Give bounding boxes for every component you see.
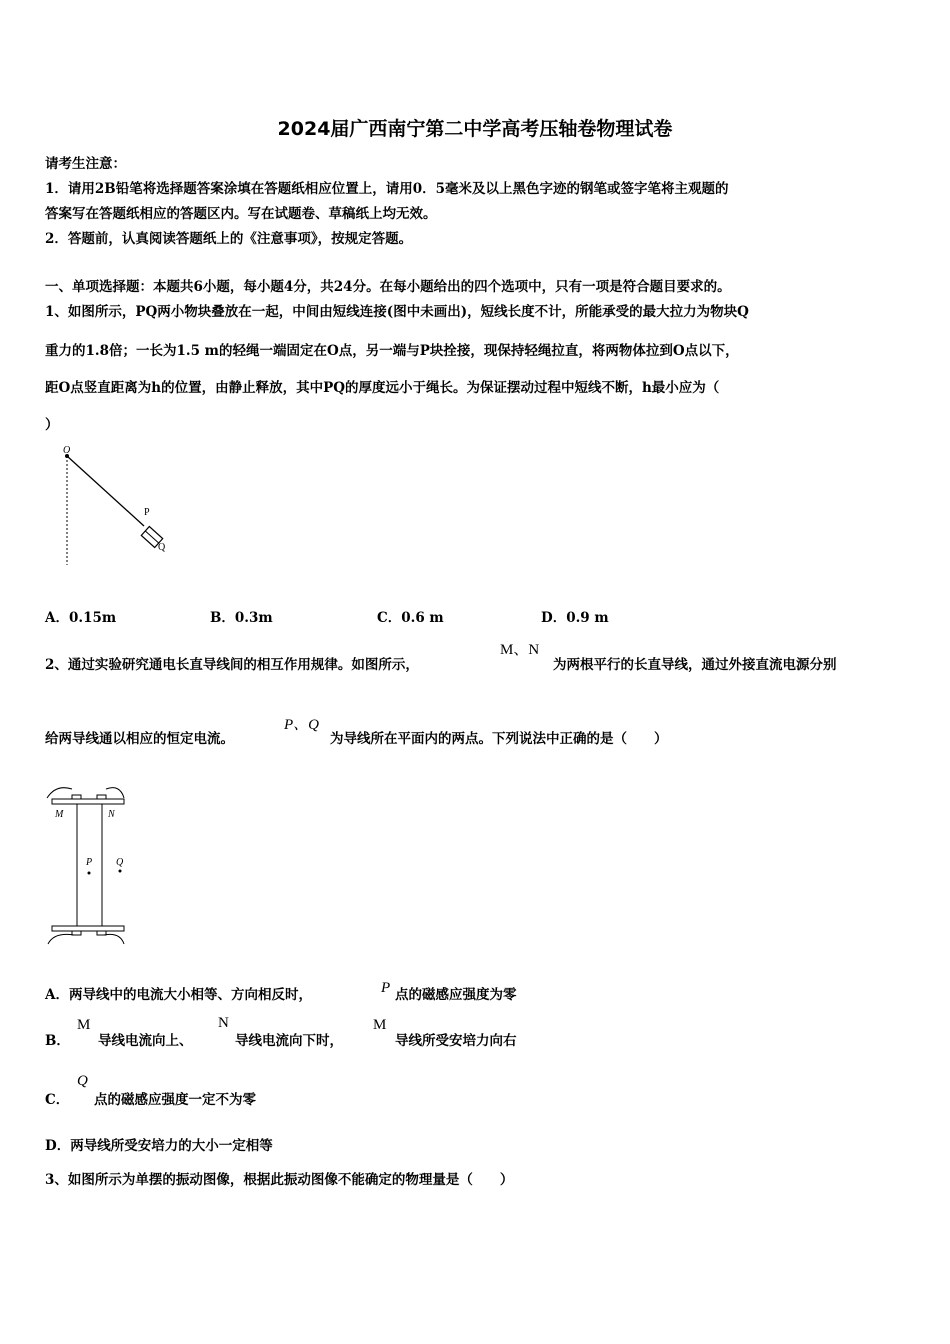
q2-option-a-post[interactable]: 点的磁感应强度为零 (395, 987, 517, 1003)
page-title: 2024届广西南宁第二中学高考压轴卷物理试卷 (277, 118, 673, 140)
q2-line-1-post: 为两根平行的长直导线，通过外接直流电源分别 (553, 657, 837, 673)
q1-line-4: ） (45, 417, 59, 433)
q2-option-b-label[interactable]: B． (45, 1033, 70, 1049)
q2-option-a-math: P (381, 980, 391, 996)
q1-option-c[interactable]: C．0.6 m (377, 610, 444, 626)
q1-option-a[interactable]: A．0.15m (45, 610, 117, 626)
q2-line-1-pre: 2、通过实验研究通电长直导线间的相互作用规律。如图所示， (45, 657, 419, 673)
point-p (88, 872, 91, 875)
q2-option-c-label[interactable]: C． (45, 1092, 70, 1108)
top-clamp-n (97, 795, 106, 799)
section-heading: 一、单项选择题：本题共6小题，每小题4分，共24分。在每小题给出的四个选项中，只有一项是符合题目要求的。 (45, 279, 731, 295)
label-q: Q (158, 542, 166, 553)
label-q: Q (116, 857, 124, 868)
label-n: N (108, 809, 115, 820)
label-m: M (55, 809, 64, 820)
top-lead-right (106, 788, 124, 798)
bottom-clamp-m (72, 931, 81, 935)
q1-option-d[interactable]: D．0.9 m (541, 610, 609, 626)
q2-line-2-post: 为导线所在平面内的两点。下列说法中正确的是（ ） (330, 731, 668, 747)
label-p: P (144, 507, 150, 518)
top-lead-left (47, 788, 72, 798)
q2-line-2-pre: 给两导线通以相应的恒定电流。 (45, 731, 234, 747)
notice-line-1a: 1．请用2B铅笔将选择题答案涂填在答题纸相应位置上，请用0．5毫米及以上黑色字迹的钢笔或签字笔将主观题的 (45, 181, 729, 197)
q2-option-b-text-1[interactable]: 导线电流向上、 (98, 1033, 193, 1049)
q2-option-b-m2: M (373, 1017, 387, 1033)
q1-line-2: 重力的1.8倍；一长为1.5 m的轻绳一端固定在O点，另一端与P块拴接，现保持轻绳拉直，将两物体拉到O点以下， (45, 343, 739, 359)
top-clamp-m (72, 795, 81, 799)
notice-heading: 请考生注意： (45, 156, 126, 172)
q2-option-c-text[interactable]: 点的磁感应强度一定不为零 (94, 1092, 256, 1108)
q1-line-1: 1、如图所示，PQ两小物块叠放在一起，中间由短线连接(图中未画出)，短线长度不计，所能承受的最大拉力为物块Q (45, 304, 749, 320)
q1-option-b[interactable]: B．0.3m (210, 610, 273, 626)
rope-line (67, 456, 144, 526)
label-p: P (86, 857, 93, 868)
q1-pendulum-figure (45, 440, 185, 575)
q2-option-c-math: Q (77, 1073, 88, 1089)
bottom-lead-right (104, 934, 124, 944)
q2-math-mn: M、N (500, 642, 540, 658)
notice-line-1b: 答案写在答题纸相应的答题区内。写在试题卷、草稿纸上均无效。 (45, 206, 437, 222)
bottom-lead-left (48, 934, 74, 944)
q2-option-a-pre[interactable]: A．两导线中的电流大小相等、方向相反时， (45, 987, 312, 1003)
q2-option-d[interactable]: D．两导线所受安培力的大小一定相等 (45, 1138, 273, 1154)
bottom-bar (52, 926, 124, 931)
q2-wires-figure (44, 780, 134, 950)
q3-line-1: 3、如图所示为单摆的振动图像，根据此振动图像不能确定的物理量是（ ） (45, 1172, 514, 1188)
point-q (119, 870, 122, 873)
q2-option-b-text-3[interactable]: 导线所受安培力向右 (395, 1033, 517, 1049)
top-bar (52, 799, 124, 804)
label-o: O (63, 445, 71, 456)
q2-option-b-m1: M (77, 1017, 91, 1033)
q2-option-b-text-2[interactable]: 导线电流向下时， (235, 1033, 343, 1049)
q2-option-b-n: N (218, 1015, 229, 1031)
q1-line-3: 距O点竖直距离为h的位置，由静止释放，其中PQ的厚度远小于绳长。为保证摆动过程中短线不断，h最小应为（ (45, 380, 720, 396)
q2-math-pq: P、Q (284, 717, 319, 733)
notice-line-2: 2．答题前，认真阅读答题纸上的《注意事项》，按规定答题。 (45, 231, 413, 247)
